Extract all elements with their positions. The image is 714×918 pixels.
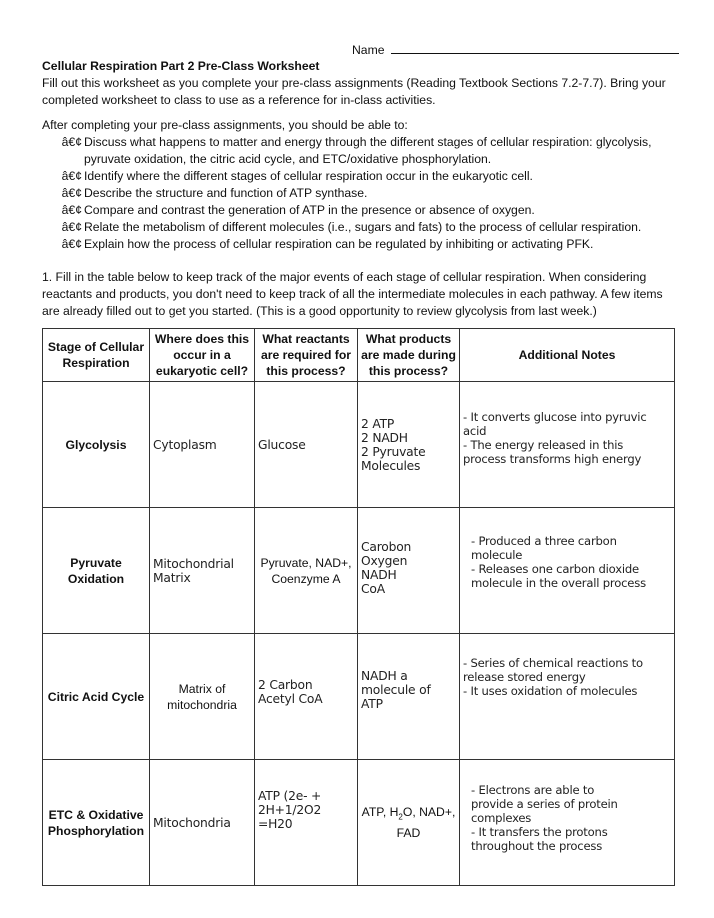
stage-cell: Pyruvate Oxidation bbox=[43, 508, 150, 634]
list-item bbox=[42, 185, 678, 202]
reactant-line: 2H+1/2O2 bbox=[258, 802, 322, 817]
products-pre: ATP, H bbox=[361, 804, 399, 819]
product-line: CoA bbox=[361, 581, 385, 596]
location-cell[interactable]: Matrix of mitochondria bbox=[150, 634, 255, 760]
product-line: ATP bbox=[361, 696, 383, 711]
stage-cell: Citric Acid Cycle bbox=[43, 634, 150, 760]
list-item bbox=[42, 168, 678, 185]
reactants-text bbox=[258, 678, 354, 706]
reactant-line: Acetyl CoA bbox=[258, 691, 323, 706]
name-label: Name bbox=[352, 43, 385, 57]
bullet-marker: â€¢ bbox=[61, 186, 82, 200]
location-text bbox=[153, 557, 251, 585]
notes-cell[interactable] bbox=[460, 508, 675, 634]
objective-text: Compare and contrast the generation of ATP in the presence or absence of oxygen. bbox=[84, 203, 535, 217]
respiration-table bbox=[42, 328, 675, 886]
location-cell[interactable] bbox=[150, 760, 255, 886]
products-cell[interactable] bbox=[358, 760, 460, 886]
reactants-text: Glucose bbox=[258, 437, 306, 452]
header-reactants: What reactants are required for this process? bbox=[255, 329, 358, 382]
reactants-cell[interactable]: Pyruvate, NAD+, Coenzyme A bbox=[255, 508, 358, 634]
location-line: Mitochondrial bbox=[153, 556, 234, 571]
location-cell[interactable] bbox=[150, 508, 255, 634]
list-item bbox=[42, 202, 678, 219]
location-text: Mitochondria bbox=[153, 815, 231, 830]
stage-cell: Glycolysis bbox=[43, 382, 150, 508]
bullet-marker: â€¢ bbox=[61, 237, 82, 251]
objectives-list bbox=[42, 134, 678, 253]
products-text bbox=[361, 669, 456, 711]
note-line: complexes bbox=[471, 810, 532, 825]
note-line: - It converts glucose into pyruvic acid bbox=[463, 409, 647, 438]
stage-cell: ETC & Oxidative Phosphorylation bbox=[43, 760, 150, 886]
header-location: Where does this occur in a eukaryotic cell? bbox=[150, 329, 255, 382]
worksheet-intro: Fill out this worksheet as you complete your pre-class assignments (Reading Textbook Sections 7.2-7.7). Bring your completed worksheet to class to use as a reference for in-class activities. bbox=[42, 76, 666, 107]
header-notes: Additional Notes bbox=[460, 329, 675, 382]
product-line: 2 NADH bbox=[361, 430, 408, 445]
note-line: - The energy released in this bbox=[463, 437, 624, 452]
location-line: Matrix bbox=[153, 570, 191, 585]
notes-cell[interactable] bbox=[460, 760, 675, 886]
note-line: - It uses oxidation of molecules bbox=[463, 683, 638, 698]
objective-text: Identify where the different stages of cellular respiration occur in the eukaryotic cell. bbox=[84, 169, 533, 183]
products-cell[interactable] bbox=[358, 508, 460, 634]
products-text bbox=[361, 540, 456, 596]
reactant-line: =H20 bbox=[258, 816, 293, 831]
bullet-marker: â€¢ bbox=[61, 169, 82, 183]
header-stage: Stage of Cellular Respiration bbox=[43, 329, 150, 382]
products-text bbox=[361, 417, 456, 473]
products-cell[interactable] bbox=[358, 634, 460, 760]
objective-text: Discuss what happens to matter and energy through the different stages of cellular respiration: glycolysis, pyruvate oxidation, the citric acid cycle, and ETC/oxidative phosphorylation. bbox=[84, 135, 652, 166]
notes-text bbox=[463, 410, 671, 466]
notes-text bbox=[463, 534, 671, 590]
product-line: 2 Pyruvate bbox=[361, 444, 426, 459]
list-item bbox=[42, 236, 678, 253]
table-row bbox=[43, 634, 675, 760]
products-post: O, NAD+, FAD bbox=[396, 804, 456, 841]
reactants-cell[interactable] bbox=[255, 382, 358, 508]
note-line: - Electrons are able to bbox=[471, 782, 595, 797]
product-line: Molecules bbox=[361, 458, 421, 473]
table-row bbox=[43, 760, 675, 886]
objective-text: Explain how the process of cellular respiration can be regulated by inhibiting or activating PFK. bbox=[84, 237, 594, 251]
objective-text: Relate the metabolism of different molecules (i.e., sugars and fats) to the process of cellular respiration. bbox=[84, 220, 642, 234]
list-item bbox=[42, 134, 678, 168]
note-line: - It transfers the protons bbox=[471, 824, 608, 839]
location-text: Cytoplasm bbox=[153, 437, 217, 452]
product-line: NADH a bbox=[361, 668, 408, 683]
bullet-marker: â€¢ bbox=[61, 220, 82, 234]
products-cell[interactable] bbox=[358, 382, 460, 508]
name-field bbox=[352, 42, 679, 57]
product-line: Oxygen bbox=[361, 553, 408, 568]
bullet-marker: â€¢ bbox=[61, 135, 82, 149]
objective-text: Describe the structure and function of ATP synthase. bbox=[84, 186, 368, 200]
note-line: molecule bbox=[471, 547, 523, 562]
worksheet-title: Cellular Respiration Part 2 Pre-Class Worksheet bbox=[42, 59, 320, 73]
notes-text bbox=[463, 783, 671, 853]
note-line: process transforms high energy bbox=[463, 451, 642, 466]
product-line: NADH bbox=[361, 567, 397, 582]
reactant-line: 2 Carbon bbox=[258, 677, 313, 692]
reactants-text bbox=[258, 789, 354, 831]
reactants-cell[interactable] bbox=[255, 760, 358, 886]
note-line: release stored energy bbox=[463, 669, 586, 684]
reactants-cell[interactable] bbox=[255, 634, 358, 760]
worksheet-body bbox=[42, 58, 678, 320]
note-line: - Releases one carbon dioxide bbox=[471, 561, 639, 576]
table-header-row bbox=[43, 329, 675, 382]
notes-cell[interactable] bbox=[460, 382, 675, 508]
product-line: molecule of bbox=[361, 682, 431, 697]
table-row bbox=[43, 382, 675, 508]
note-line: - Series of chemical reactions to bbox=[463, 655, 643, 670]
product-line: Carobon bbox=[361, 539, 412, 554]
note-line: throughout the process bbox=[471, 838, 603, 853]
note-line: - Produced a three carbon bbox=[471, 533, 617, 548]
products-subscript: 2 bbox=[398, 812, 403, 822]
product-line: 2 ATP bbox=[361, 416, 395, 431]
question-1: 1. Fill in the table below to keep track of the major events of each stage of cellular respiration. When considering reactants and products, you don't need to keep track of all the intermediate molecules in each pathway. A few items are already filled out to get you started. (This is a good opportunity to review glycolysis from last week.) bbox=[42, 270, 663, 318]
location-cell[interactable] bbox=[150, 382, 255, 508]
bullet-marker: â€¢ bbox=[61, 203, 82, 217]
reactant-line: ATP (2e- + bbox=[258, 788, 322, 803]
table-row bbox=[43, 508, 675, 634]
notes-text bbox=[463, 656, 671, 698]
name-blank-line[interactable] bbox=[391, 42, 679, 54]
header-products: What products are made during this process? bbox=[358, 329, 460, 382]
objectives-lead: After completing your pre-class assignments, you should be able to: bbox=[42, 118, 408, 132]
note-line: provide a series of protein bbox=[471, 796, 618, 811]
note-line: molecule in the overall process bbox=[471, 575, 646, 590]
list-item bbox=[42, 219, 678, 236]
notes-cell[interactable] bbox=[460, 634, 675, 760]
